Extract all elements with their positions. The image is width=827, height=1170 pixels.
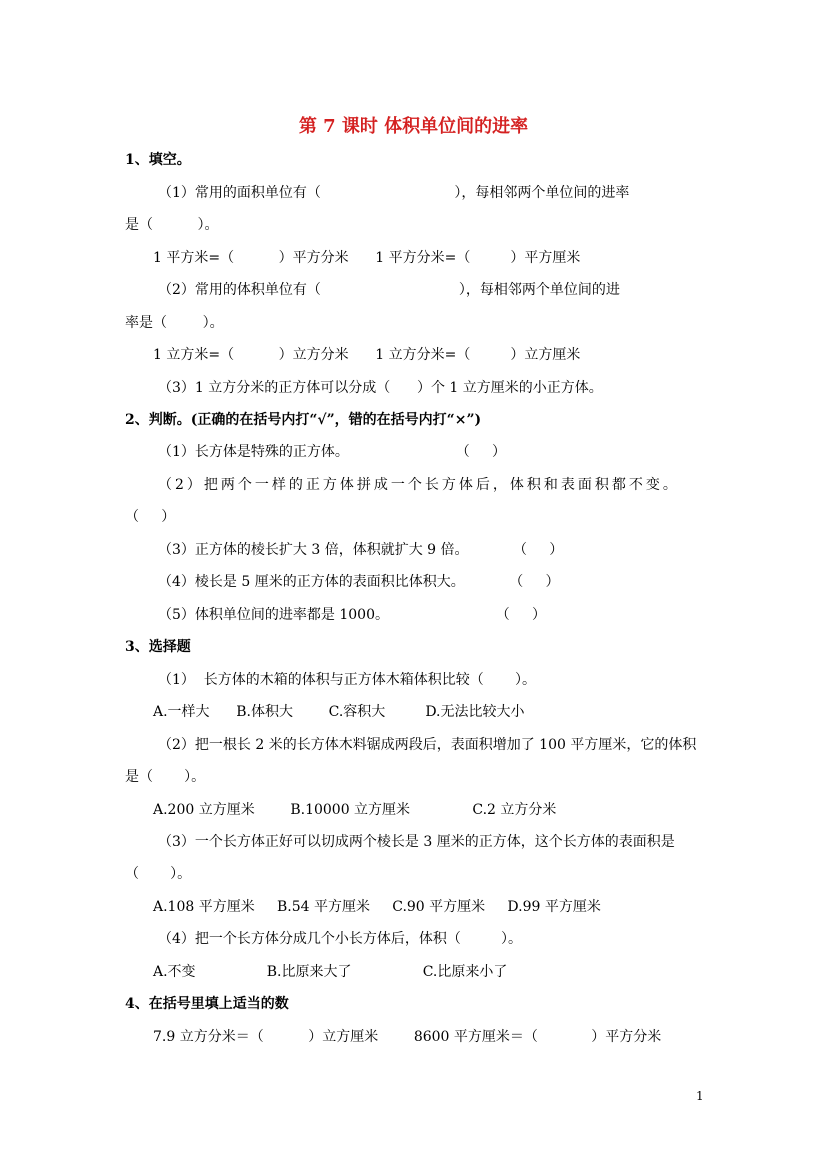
s3-line-7: （ ）。 (125, 866, 192, 882)
page-number: 1 (696, 1089, 704, 1103)
s3-line-4: 是（ ）。 (125, 769, 206, 785)
s1-line-4: （2）常用的体积单位有（ ），每相邻两个单位间的进 (158, 282, 620, 298)
s1-line-1: （1）常用的面积单位有（ ），每相邻两个单位间的进率 (158, 185, 630, 201)
s1-line-2: 是（ ）。 (125, 217, 219, 233)
s3-line-1: （1） 长方体的木箱的体积与正方体木箱体积比较（ ）。 (158, 672, 536, 688)
s2-line-2: （2）把两个一样的正方体拼成一个长方体后，体积和表面积都不变。 (158, 477, 680, 493)
s2-line-6: （5）体积单位间的进率都是 1000。 （ ） (158, 607, 547, 623)
section-4-heading: 4、在括号里填上适当的数 (125, 996, 289, 1012)
s1-line-7: （3）1 立方分米的正方体可以分成（ ）个 1 立方厘米的小正方体。 (158, 380, 603, 396)
s1-line-3: 1 平方米=（ ）平方分米 1 平方分米=（ ）平方厘米 (153, 250, 581, 266)
s3-line-10: A.不变 B.比原来大了 C.比原来小了 (153, 964, 508, 980)
s3-line-2: A.一样大 B.体积大 C.容积大 D.无法比较大小 (153, 704, 525, 720)
s3-line-3: （2）把一根长 2 米的长方体木料锯成两段后，表面积增加了 100 平方厘米，它的体积 (158, 737, 697, 753)
lesson-title: 第 7 课时 体积单位间的进率 (298, 116, 529, 137)
s2-line-1: （1）长方体是特殊的正方体。 （ ） (158, 444, 506, 460)
s2-line-4: （3）正方体的棱长扩大 3 倍，体积就扩大 9 倍。 （ ） (158, 542, 564, 558)
s2-line-5: （4）棱长是 5 厘米的正方体的表面积比体积大。 （ ） (158, 574, 560, 590)
s1-line-5: 率是（ ）。 (125, 315, 224, 331)
s3-line-9: （4）把一个长方体分成几个小长方体后，体积（ ）。 (158, 931, 522, 947)
section-1-heading: 1、填空。 (125, 152, 191, 168)
s3-line-5: A.200 立方厘米 B.10000 立方厘米 C.2 立方分米 (153, 802, 557, 818)
section-3-heading: 3、选择题 (125, 639, 191, 655)
s4-line-1: 7.9 立方分米＝（ ）立方厘米 8600 平方厘米＝（ ）平方分米 (153, 1029, 662, 1045)
s1-line-6: 1 立方米=（ ）立方分米 1 立方分米=（ ）立方厘米 (153, 347, 581, 363)
s2-line-3: （ ） (125, 509, 176, 525)
section-2-heading: 2、判断。(正确的在括号内打“√”，错的在括号内打“×”) (125, 412, 482, 428)
s3-line-6: （3）一个长方体正好可以切成两个棱长是 3 厘米的正方体，这个长方体的表面积是 (158, 834, 675, 850)
s3-line-8: A.108 平方厘米 B.54 平方厘米 C.90 平方厘米 D.99 平方厘米 (153, 899, 601, 915)
